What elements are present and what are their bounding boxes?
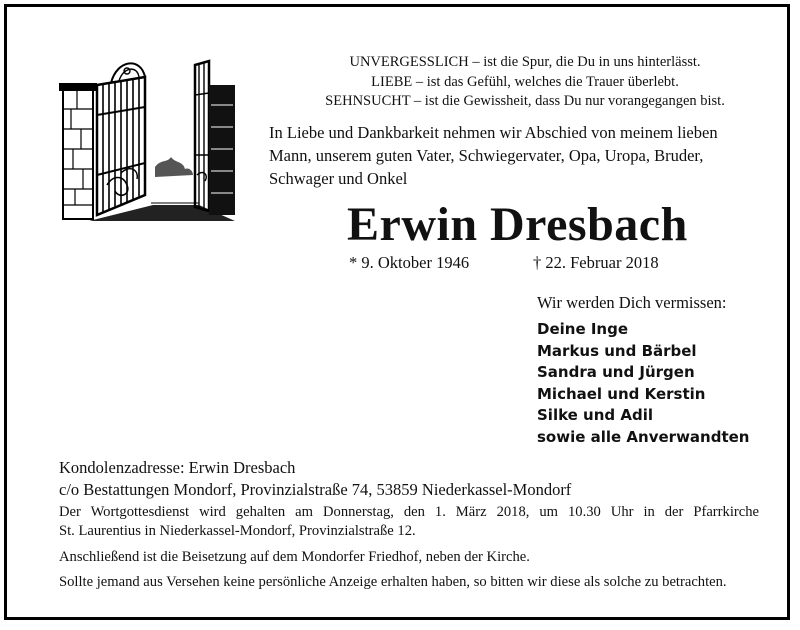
farewell-line: Mann, unserem guten Vater, Schwiegervater, Opa, Uropa, Bruder, bbox=[269, 146, 704, 165]
mourner-name: Markus und Bärbel bbox=[537, 341, 697, 360]
quote-line: SEHNSUCHT – ist die Gewissheit, dass Du nur vorangegangen bist. bbox=[325, 93, 725, 109]
farewell-line: Schwager und Onkel bbox=[269, 169, 408, 188]
memorial-quote bbox=[255, 53, 795, 112]
condolence-line: c/o Bestattungen Mondorf, Provinzialstraße 74, 53859 Niederkassel-Mondorf bbox=[59, 480, 572, 499]
farewell-line: In Liebe und Dankbarkeit nehmen wir Abschied von meinem lieben bbox=[269, 123, 718, 142]
quote-line: UNVERGESSLICH – ist die Spur, die Du in uns hinterlässt. bbox=[349, 54, 701, 70]
open-gate-icon bbox=[59, 55, 237, 225]
life-dates bbox=[349, 253, 659, 273]
mourner-name: sowie alle Anverwandten bbox=[537, 427, 750, 446]
mourner-name: Sandra und Jürgen bbox=[537, 363, 695, 381]
obituary-notice bbox=[4, 4, 790, 620]
deceased-name: Erwin Dresbach bbox=[347, 198, 688, 251]
condolence-address bbox=[59, 457, 571, 501]
birth-date: * 9. Oktober 1946 bbox=[349, 253, 470, 272]
mourners-heading: Wir werden Dich vermissen: bbox=[537, 293, 727, 312]
mourner-name: Michael und Kerstin bbox=[537, 384, 706, 403]
burial-info: Anschließend ist die Beisetzung auf dem Mondorfer Friedhof, neben der Kirche. bbox=[59, 549, 530, 565]
service-info bbox=[59, 503, 759, 541]
condolence-line: Kondolenzadresse: Erwin Dresbach bbox=[59, 458, 296, 477]
death-date: † 22. Februar 2018 bbox=[533, 253, 659, 272]
mourner-name: Deine Inge bbox=[537, 320, 629, 338]
mourners-list bbox=[537, 319, 749, 448]
notice-info: Sollte jemand aus Versehen keine persönliche Anzeige erhalten haben, so bitten wir diese als solche zu betrachten. bbox=[59, 574, 727, 590]
mourner-name: Silke und Adil bbox=[537, 406, 654, 424]
service-line: Der Wortgottesdienst wird gehalten am Donnerstag, den 1. März 2018, um 10.30 Uhr in der Pfarrkirche bbox=[59, 504, 759, 520]
farewell-text bbox=[269, 121, 757, 190]
service-line: St. Laurentius in Niederkassel-Mondorf, Provinzialstraße 12. bbox=[59, 523, 416, 539]
quote-line: LIEBE – ist das Gefühl, welches die Trauer überlebt. bbox=[371, 73, 679, 90]
